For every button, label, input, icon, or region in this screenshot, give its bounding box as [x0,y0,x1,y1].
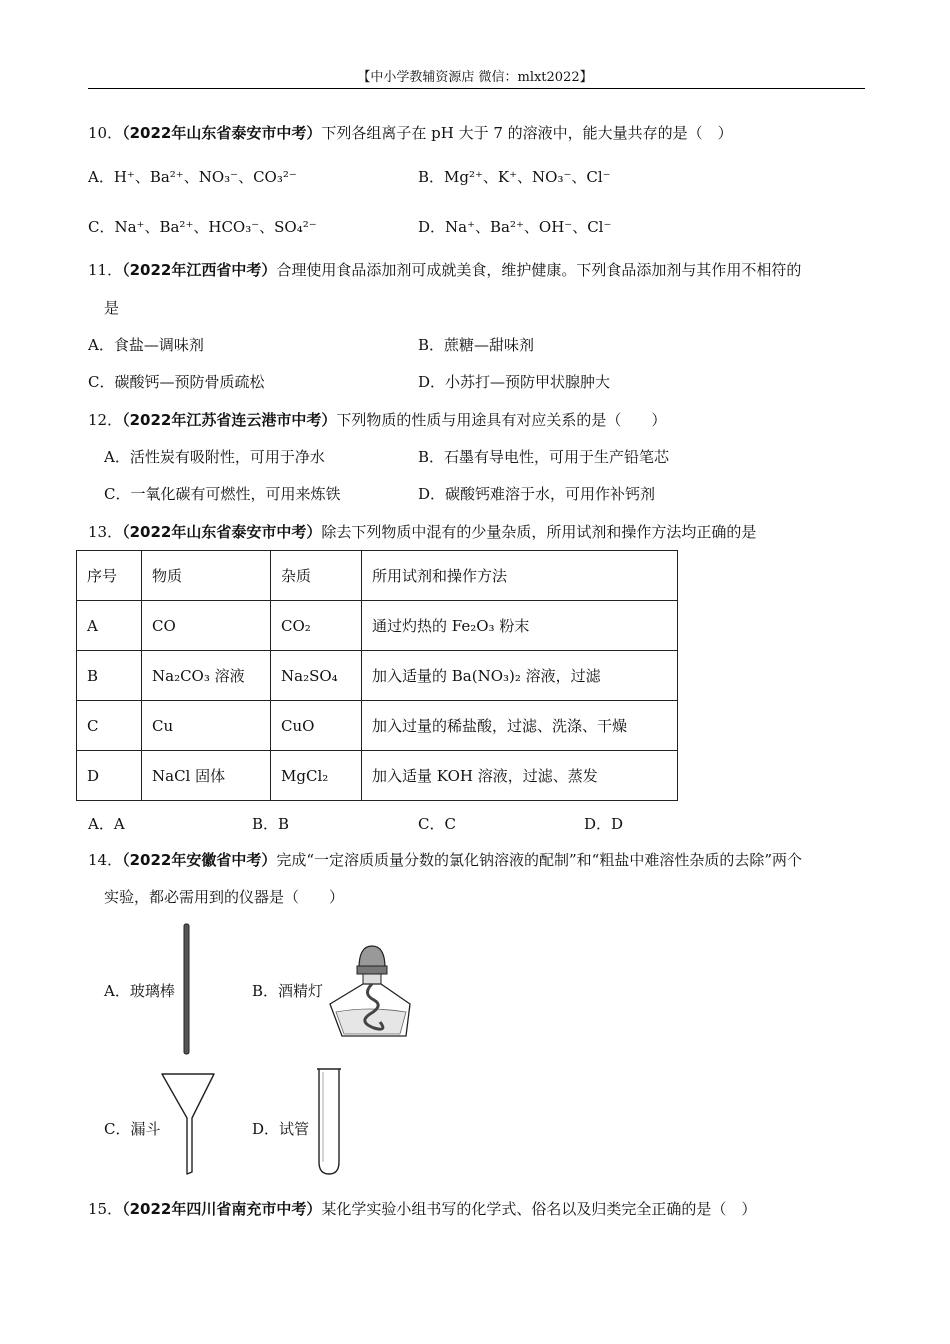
question-14-option-a: A．玻璃棒 [104,982,175,1000]
question-12-option-c: C．一氧化碳有可燃性，可用来炼铁 [104,485,341,503]
table-cell: Na₂CO₃ 溶液 [142,651,271,701]
question-12-option-d: D．碳酸钙难溶于水，可用作补钙剂 [418,485,656,503]
table-cell: C [77,701,142,751]
table-cell: 加入过量的稀盐酸，过滤、洗涤、干燥 [362,701,678,751]
table-cell: D [77,751,142,801]
question-13-option-b: B．B [252,815,290,833]
question-11-stem: 11．（2022年江西省中考）合理使用食品添加剂可成就美食，维护健康。下列食品添加剂与其作用不相符的 [88,261,802,279]
table-cell: Na₂SO₄ [271,651,362,701]
table-row [77,751,678,801]
question-13-option-d: D．D [584,815,624,833]
question-10-option-a: A．H⁺、Ba²⁺、NO₃⁻、CO₃²⁻ [88,168,297,186]
question-11-option-b: B．蔗糖—甜味剂 [418,336,535,354]
question-10-option-c: C．Na⁺、Ba²⁺、HCO₃⁻、SO₄²⁻ [88,218,317,236]
impurity-table [76,550,678,801]
table-cell: A [77,601,142,651]
table-header-cell: 所用试剂和操作方法 [362,551,678,601]
question-10-option-d: D．Na⁺、Ba²⁺、OH⁻、Cl⁻ [418,218,612,236]
question-14-stem-cont: 实验，都必需用到的仪器是（ ） [104,888,345,906]
table-cell: MgCl₂ [271,751,362,801]
question-11-option-a: A．食盐—调味剂 [88,336,204,354]
table-cell: 加入适量 KOH 溶液，过滤、蒸发 [362,751,678,801]
question-10-stem: 10．（2022年山东省泰安市中考）下列各组离子在 pH 大于 7 的溶液中，能大量共存的是（ ） [88,124,733,142]
alcohol-lamp-icon [328,942,412,1040]
table-row [77,601,678,651]
table-cell: Cu [142,701,271,751]
question-13-option-a: A．A [88,815,125,833]
table-cell: B [77,651,142,701]
page-header: 【中小学教辅资源店 微信：mlxt2022】 [357,70,593,85]
question-14-stem: 14．（2022年安徽省中考）完成“一定溶质质量分数的氯化钠溶液的配制”和“粗盐中难溶性杂质的去除”两个 [88,851,803,869]
question-11-stem-cont: 是 [104,299,120,317]
question-14-option-d: D．试管 [252,1120,310,1138]
table-cell: 加入适量的 Ba(NO₃)₂ 溶液，过滤 [362,651,678,701]
header-rule [88,88,865,89]
table-row [77,701,678,751]
question-11-option-d: D．小苏打—预防甲状腺肿大 [418,373,611,391]
table-cell: CO₂ [271,601,362,651]
question-13-stem: 13．（2022年山东省泰安市中考）除去下列物质中混有的少量杂质，所用试剂和操作方法均正确的是 [88,523,757,541]
table-cell: 通过灼热的 Fe₂O₃ 粉末 [362,601,678,651]
table-cell: CuO [271,701,362,751]
table-cell: CO [142,601,271,651]
question-12-stem: 12．（2022年江苏省连云港市中考）下列物质的性质与用途具有对应关系的是（ ） [88,411,667,429]
table-header-cell: 物质 [142,551,271,601]
question-14-option-c: C．漏斗 [104,1120,161,1138]
table-row [77,651,678,701]
question-14-option-b: B．酒精灯 [252,982,324,1000]
question-12-option-a: A．活性炭有吸附性，可用于净水 [104,448,325,466]
question-12-option-b: B．石墨有导电性，可用于生产铅笔芯 [418,448,670,466]
table-header-row [77,551,678,601]
question-13-option-c: C．C [418,815,456,833]
table-cell: NaCl 固体 [142,751,271,801]
glass-rod-icon [180,922,194,1056]
question-15-stem: 15．（2022年四川省南充市中考）某化学实验小组书写的化学式、俗名以及归类完全正确的是（ ） [88,1200,757,1218]
question-10-option-b: B．Mg²⁺、K⁺、NO₃⁻、Cl⁻ [418,168,611,186]
test-tube-icon [314,1066,344,1178]
question-11-option-c: C．碳酸钙—预防骨质疏松 [88,373,265,391]
funnel-icon [160,1072,220,1176]
table-header-cell: 杂质 [271,551,362,601]
table-header-cell: 序号 [77,551,142,601]
